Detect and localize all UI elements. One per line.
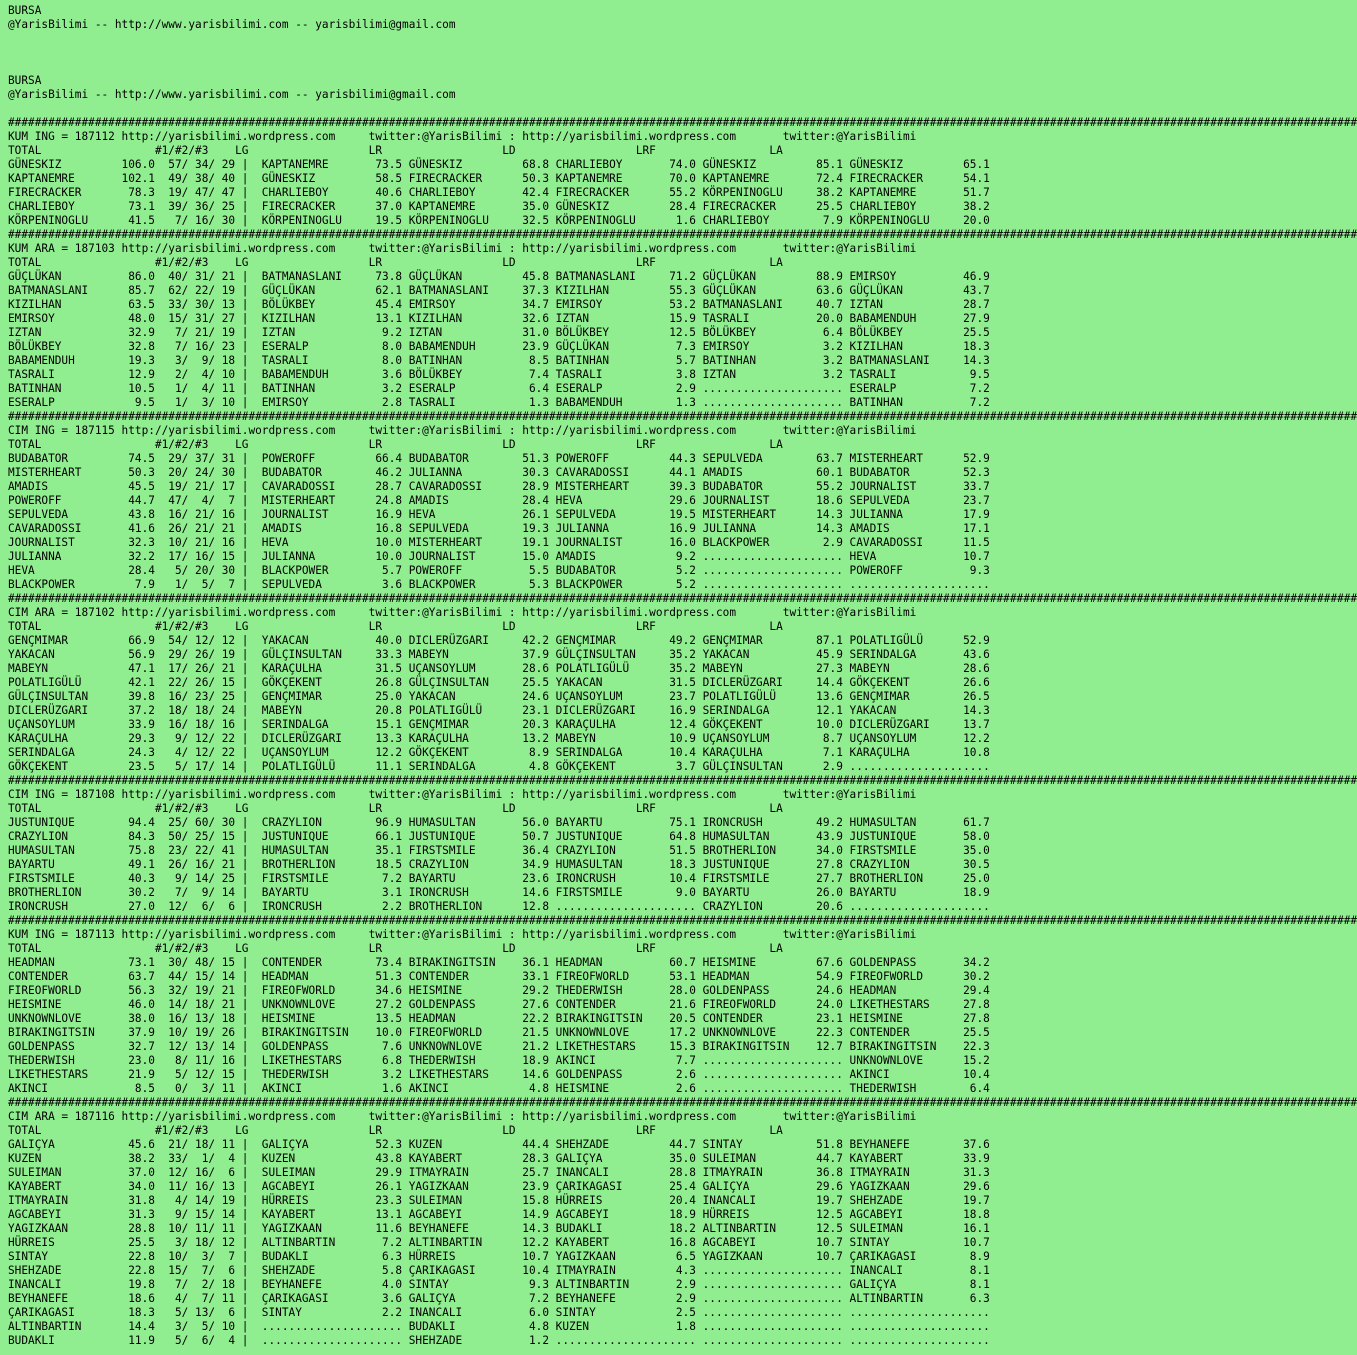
column-header-line: TOTAL #1/#2/#3 LG LR LD LRF LA (8, 802, 783, 815)
horse-row: KUZEN 38.2 33/ 1/ 4 | KUZEN 43.8 KAYABERT 28.3 GALIÇYA 35.0 SULEIMAN 44.7 KAYABERT 33.9 (8, 1152, 990, 1165)
horse-row: JOURNALIST 32.3 10/ 21/ 16 | HEVA 10.0 MISTERHEART 19.1 JOURNALIST 16.0 BLACKPOWER 2.9 CAVARADOSSI 11.5 (8, 536, 990, 549)
horse-row: CHARLIEBOY 73.1 39/ 36/ 25 | FIRECRACKER 37.0 KAPTANEMRE 35.0 GÜNESKIZ 28.4 FIRECRACKER 25.5 CHARLIEBOY 38.2 (8, 200, 990, 213)
horse-row: SEPULVEDA 43.8 16/ 21/ 16 | JOURNALIST 16.9 HEVA 26.1 SEPULVEDA 19.5 MISTERHEART 14.3 JULIANNA 17.9 (8, 508, 990, 521)
column-header-line: TOTAL #1/#2/#3 LG LR LD LRF LA (8, 256, 783, 269)
horse-row: GÜLÇINSULTAN 39.8 16/ 23/ 25 | GENÇMIMAR 25.0 YAKACAN 24.6 UÇANSOYLUM 23.7 POLATLIGÜLÜ 13.6 GENÇMIMAR 26.5 (8, 690, 990, 703)
horse-row: BROTHERLION 30.2 7/ 9/ 14 | BAYARTU 3.1 IRONCRUSH 14.6 FIRSTSMILE 9.0 BAYARTU 26.0 BAYARTU 18.9 (8, 886, 990, 899)
race-header-line: KUM ING = 187112 http://yarisbilimi.wordpress.com twitter:@YarisBilimi : http://yarisbilimi.wordpress.com twitter:@YarisBilimi (8, 130, 917, 143)
horse-row: CRAZYLION 84.3 50/ 25/ 15 | JUSTUNIQUE 66.1 JUSTUNIQUE 50.7 JUSTUNIQUE 64.8 HUMASULTAN 43.9 JUSTUNIQUE 58.0 (8, 830, 990, 843)
horse-row: HÜRREIS 25.5 3/ 18/ 12 | ALTINBARTIN 7.2 ALTINBARTIN 12.2 KAYABERT 16.8 AGCABEYI 10.7 SINTAY 10.7 (8, 1236, 990, 1249)
city-title: BURSA (8, 4, 42, 17)
horse-row: GALIÇYA 45.6 21/ 18/ 11 | GALIÇYA 52.3 KUZEN 44.4 SHEHZADE 44.7 SINTAY 51.8 BEYHANEFE 37.6 (8, 1138, 990, 1151)
horse-row: GÜNESKIZ 106.0 57/ 34/ 29 | KAPTANEMRE 73.5 GÜNESKIZ 68.8 CHARLIEBOY 74.0 GÜNESKIZ 85.1 GÜNESKIZ 65.1 (8, 158, 990, 171)
column-header-line: TOTAL #1/#2/#3 LG LR LD LRF LA (8, 438, 783, 451)
horse-row: MABEYN 47.1 17/ 26/ 21 | KARAÇULHA 31.5 UÇANSOYLUM 28.6 POLATLIGÜLÜ 35.2 MABEYN 27.3 MABEYN 28.6 (8, 662, 990, 675)
horse-row: ITMAYRAIN 31.8 4/ 14/ 19 | HÜRREIS 23.3 SULEIMAN 15.8 HÜRREIS 20.4 INANCALI 19.7 SHEHZADE 19.7 (8, 1194, 990, 1207)
horse-row: BÖLÜKBEY 32.8 7/ 16/ 23 | ESERALP 8.0 BABAMENDUH 23.9 GÜÇLÜKAN 7.3 EMIRSOY 3.2 KIZILHAN 18.3 (8, 340, 990, 353)
horse-row: KÖRPENINOGLU 41.5 7/ 16/ 30 | KÖRPENINOGLU 19.5 KÖRPENINOGLU 32.5 KÖRPENINOGLU 1.6 CHARLIEBOY 7.9 KÖRPENINOGLU 20.0 (8, 214, 990, 227)
horse-row: FIRECRACKER 78.3 19/ 47/ 47 | CHARLIEBOY 40.6 CHARLIEBOY 42.4 FIRECRACKER 55.2 KÖRPENINOGLU 38.2 KAPTANEMRE 51.7 (8, 186, 990, 199)
horse-row: BABAMENDUH 19.3 3/ 9/ 18 | TASRALI 8.0 BATINHAN 8.5 BATINHAN 5.7 BATINHAN 3.2 BATMANASLANI 14.3 (8, 354, 990, 367)
horse-row: HUMASULTAN 75.8 23/ 22/ 41 | HUMASULTAN 35.1 FIRSTSMILE 36.4 CRAZYLION 51.5 BROTHERLION 34.0 FIRSTSMILE 35.0 (8, 844, 990, 857)
horse-row: ALTINBARTIN 14.4 3/ 5/ 10 | ..................... BUDAKLI 4.8 KUZEN 1.8 ..................... ..................... (8, 1320, 990, 1333)
horse-row: POWEROFF 44.7 47/ 4/ 7 | MISTERHEART 24.8 AMADIS 28.4 HEVA 29.6 JOURNALIST 18.6 SEPULVEDA 23.7 (8, 494, 990, 507)
race-header-line: KUM ING = 187113 http://yarisbilimi.wordpress.com twitter:@YarisBilimi : http://yarisbilimi.wordpress.com twitter:@YarisBilimi (8, 928, 917, 941)
blank-line (8, 32, 1080, 46)
horse-row: LIKETHESTARS 21.9 5/ 12/ 15 | THEDERWISH 3.2 LIKETHESTARS 14.6 GOLDENPASS 2.6 ..................... AKINCI 10.4 (8, 1068, 990, 1081)
horse-row: AKINCI 8.5 0/ 3/ 11 | AKINCI 1.6 AKINCI 4.8 HEISMINE 2.6 ..................... THEDERWISH 6.4 (8, 1082, 990, 1095)
horse-row: SINTAY 22.8 10/ 3/ 7 | BUDAKLI 6.3 HÜRREIS 10.7 YAGIZKAAN 6.5 YAGIZKAAN 10.7 ÇARIKAGASI 8.9 (8, 1250, 990, 1263)
race-header-line: CIM ING = 187115 http://yarisbilimi.wordpress.com twitter:@YarisBilimi : http://yarisbilimi.wordpress.com twitter:@YarisBilimi (8, 424, 917, 437)
horse-row: THEDERWISH 23.0 8/ 11/ 16 | LIKETHESTARS 6.8 THEDERWISH 18.9 AKINCI 7.7 ..................... UNKNOWNLOVE 15.2 (8, 1054, 990, 1067)
horse-row: UÇANSOYLUM 33.9 16/ 18/ 16 | SERINDALGA 15.1 GENÇMIMAR 20.3 KARAÇULHA 12.4 GÖKÇEKENT 10.0 DICLERÜZGARI 13.7 (8, 718, 990, 731)
horse-row: BEYHANEFE 18.6 4/ 7/ 11 | ÇARIKAGASI 3.6 GALIÇYA 7.2 BEYHANEFE 2.9 ..................... ALTINBARTIN 6.3 (8, 1292, 990, 1305)
separator-line: ########################################################################################################################################################################################################## (8, 914, 1357, 927)
horse-row: ESERALP 9.5 1/ 3/ 10 | EMIRSOY 2.8 TASRALI 1.3 BABAMENDUH 1.3 ..................... BATINHAN 7.2 (8, 396, 990, 409)
horse-row: EMIRSOY 48.0 15/ 31/ 27 | KIZILHAN 13.1 KIZILHAN 32.6 IZTAN 15.9 TASRALI 20.0 BABAMENDUH 27.9 (8, 312, 990, 325)
horse-row: BAYARTU 49.1 26/ 16/ 21 | BROTHERLION 18.5 CRAZYLION 34.9 HUMASULTAN 18.3 JUSTUNIQUE 27.8 CRAZYLION 30.5 (8, 858, 990, 871)
separator-line: ########################################################################################################################################################################################################## (8, 116, 1357, 129)
horse-row: GENÇMIMAR 66.9 54/ 12/ 12 | YAKACAN 40.0 DICLERÜZGARI 42.2 GENÇMIMAR 49.2 GENÇMIMAR 87.1 POLATLIGÜLÜ 52.9 (8, 634, 990, 647)
contact-line: @YarisBilimi -- http://www.yarisbilimi.com -- yarisbilimi@gmail.com (8, 18, 456, 31)
horse-row: UNKNOWNLOVE 38.0 16/ 13/ 18 | HEISMINE 13.5 HEADMAN 22.2 BIRAKINGITSIN 20.5 CONTENDER 23.1 HEISMINE 27.8 (8, 1012, 990, 1025)
race-header-line: CIM ING = 187108 http://yarisbilimi.wordpress.com twitter:@YarisBilimi : http://yarisbilimi.wordpress.com twitter:@YarisBilimi (8, 788, 917, 801)
horse-row: KAPTANEMRE 102.1 49/ 38/ 40 | GÜNESKIZ 58.5 FIRECRACKER 50.3 KAPTANEMRE 70.0 KAPTANEMRE 72.4 FIRECRACKER 54.1 (8, 172, 990, 185)
horse-row: GÜÇLÜKAN 86.0 40/ 31/ 21 | BATMANASLANI 73.8 GÜÇLÜKAN 45.8 BATMANASLANI 71.2 GÜÇLÜKAN 88.9 EMIRSOY 46.9 (8, 270, 990, 283)
horse-row: TASRALI 12.9 2/ 4/ 10 | BABAMENDUH 3.6 BÖLÜKBEY 7.4 TASRALI 3.8 IZTAN 3.2 TASRALI 9.5 (8, 368, 990, 381)
horse-row: CAVARADOSSI 41.6 26/ 21/ 21 | AMADIS 16.8 SEPULVEDA 19.3 JULIANNA 16.9 JULIANNA 14.3 AMADIS 17.1 (8, 522, 990, 535)
horse-row: AGCABEYI 31.3 9/ 15/ 14 | KAYABERT 13.1 AGCABEYI 14.9 AGCABEYI 18.9 HÜRREIS 12.5 AGCABEYI 18.8 (8, 1208, 990, 1221)
blank-line (8, 102, 1080, 116)
horse-row: BATMANASLANI 85.7 62/ 22/ 19 | GÜÇLÜKAN 62.1 BATMANASLANI 37.3 KIZILHAN 55.3 GÜÇLÜKAN 63.6 GÜÇLÜKAN 43.7 (8, 284, 990, 297)
horse-row: SULEIMAN 37.0 12/ 16/ 6 | SULEIMAN 29.9 ITMAYRAIN 25.7 INANCALI 28.8 ITMAYRAIN 36.8 ITMAYRAIN 31.3 (8, 1166, 990, 1179)
race-header-line: CIM ARA = 187102 http://yarisbilimi.wordpress.com twitter:@YarisBilimi : http://yarisbilimi.wordpress.com twitter:@YarisBilimi (8, 606, 917, 619)
horse-row: KAYABERT 34.0 11/ 16/ 13 | AGCABEYI 26.1 YAGIZKAAN 23.9 ÇARIKAGASI 25.4 GALIÇYA 29.6 YAGIZKAAN 29.6 (8, 1180, 990, 1193)
column-header-line: TOTAL #1/#2/#3 LG LR LD LRF LA (8, 1124, 783, 1137)
separator-line: ########################################################################################################################################################################################################## (8, 228, 1357, 241)
horse-row: YAGIZKAAN 28.8 10/ 11/ 11 | YAGIZKAAN 11.6 BEYHANEFE 14.3 BUDAKLI 18.2 ALTINBARTIN 12.5 SULEIMAN 16.1 (8, 1222, 990, 1235)
horse-row: JULIANNA 32.2 17/ 16/ 15 | JULIANNA 10.0 JOURNALIST 15.0 AMADIS 9.2 ..................... HEVA 10.7 (8, 550, 990, 563)
separator-line: ########################################################################################################################################################################################################## (8, 410, 1357, 423)
horse-row: BATINHAN 10.5 1/ 4/ 11 | BATINHAN 3.2 ESERALP 6.4 ESERALP 2.9 ..................... ESERALP 7.2 (8, 382, 990, 395)
horse-row: GÖKÇEKENT 23.5 5/ 17/ 14 | POLATLIGÜLÜ 11.1 SERINDALGA 4.8 GÖKÇEKENT 3.7 GÜLÇINSULTAN 2.9 ..................... (8, 760, 990, 773)
horse-row: JUSTUNIQUE 94.4 25/ 60/ 30 | CRAZYLION 96.9 HUMASULTAN 56.0 BAYARTU 75.1 IRONCRUSH 49.2 HUMASULTAN 61.7 (8, 816, 990, 829)
blank-line (8, 46, 1080, 60)
horse-row: FIRSTSMILE 40.3 9/ 14/ 25 | FIRSTSMILE 7.2 BAYARTU 23.6 IRONCRUSH 10.4 FIRSTSMILE 27.7 BROTHERLION 25.0 (8, 872, 990, 885)
horse-row: HEISMINE 46.0 14/ 18/ 21 | UNKNOWNLOVE 27.2 GOLDENPASS 27.6 CONTENDER 21.6 FIREOFWORLD 24.0 LIKETHESTARS 27.8 (8, 998, 990, 1011)
blank-line (8, 60, 1080, 74)
horse-row: IRONCRUSH 27.0 12/ 6/ 6 | IRONCRUSH 2.2 BROTHERLION 12.8 ..................... CRAZYLION 20.6 ..................... (8, 900, 990, 913)
horse-row: FIREOFWORLD 56.3 32/ 19/ 21 | FIREOFWORLD 34.6 HEISMINE 29.2 THEDERWISH 28.0 GOLDENPASS 24.6 HEADMAN 29.4 (8, 984, 990, 997)
race-header-line: KUM ARA = 187103 http://yarisbilimi.wordpress.com twitter:@YarisBilimi : http://yarisbilimi.wordpress.com twitter:@YarisBilimi (8, 242, 917, 255)
city-title: BURSA (8, 74, 42, 87)
separator-line: ########################################################################################################################################################################################################## (8, 774, 1357, 787)
column-header-line: TOTAL #1/#2/#3 LG LR LD LRF LA (8, 620, 783, 633)
horse-row: BIRAKINGITSIN 37.9 10/ 19/ 26 | BIRAKINGITSIN 10.0 FIREOFWORLD 21.5 UNKNOWNLOVE 17.2 UNKNOWNLOVE 22.3 CONTENDER 25.5 (8, 1026, 990, 1039)
horse-row: HEADMAN 73.1 30/ 48/ 15 | CONTENDER 73.4 BIRAKINGITSIN 36.1 HEADMAN 60.7 HEISMINE 67.6 GOLDENPASS 34.2 (8, 956, 990, 969)
separator-line: ########################################################################################################################################################################################################## (8, 1096, 1357, 1109)
horse-row: SHEHZADE 22.8 15/ 7/ 6 | SHEHZADE 5.8 ÇARIKAGASI 10.4 ITMAYRAIN 4.3 ..................... INANCALI 8.1 (8, 1264, 990, 1277)
horse-row: DICLERÜZGARI 37.2 18/ 18/ 24 | MABEYN 20.8 POLATLIGÜLÜ 23.1 DICLERÜZGARI 16.9 SERINDALGA 12.1 YAKACAN 14.3 (8, 704, 990, 717)
horse-row: KIZILHAN 63.5 33/ 30/ 13 | BÖLÜKBEY 45.4 EMIRSOY 34.7 EMIRSOY 53.2 BATMANASLANI 40.7 IZTAN 28.7 (8, 298, 990, 311)
horse-row: HEVA 28.4 5/ 20/ 30 | BLACKPOWER 5.7 POWEROFF 5.5 BUDABATOR 5.2 ..................... POWEROFF 9.3 (8, 564, 990, 577)
horse-row: KARAÇULHA 29.3 9/ 12/ 22 | DICLERÜZGARI 13.3 KARAÇULHA 13.2 MABEYN 10.9 UÇANSOYLUM 8.7 UÇANSOYLUM 12.2 (8, 732, 990, 745)
horse-row: INANCALI 19.8 7/ 2/ 18 | BEYHANEFE 4.0 SINTAY 9.3 ALTINBARTIN 2.9 ..................... GALIÇYA 8.1 (8, 1278, 990, 1291)
horse-row: IZTAN 32.9 7/ 21/ 19 | IZTAN 9.2 IZTAN 31.0 BÖLÜKBEY 12.5 BÖLÜKBEY 6.4 BÖLÜKBEY 25.5 (8, 326, 990, 339)
separator-line: ########################################################################################################################################################################################################## (8, 592, 1357, 605)
horse-row: BUDABATOR 74.5 29/ 37/ 31 | POWEROFF 66.4 BUDABATOR 51.3 POWEROFF 44.3 SEPULVEDA 63.7 MISTERHEART 52.9 (8, 452, 990, 465)
column-header-line: TOTAL #1/#2/#3 LG LR LD LRF LA (8, 942, 783, 955)
horse-row: GOLDENPASS 32.7 12/ 13/ 14 | GOLDENPASS 7.6 UNKNOWNLOVE 21.2 LIKETHESTARS 15.3 BIRAKINGITSIN 12.7 BIRAKINGITSIN 22.3 (8, 1040, 990, 1053)
horse-row: POLATLIGÜLÜ 42.1 22/ 26/ 15 | GÖKÇEKENT 26.8 GÜLÇINSULTAN 25.5 YAKACAN 31.5 DICLERÜZGARI 14.4 GÖKÇEKENT 26.6 (8, 676, 990, 689)
horse-row: SERINDALGA 24.3 4/ 12/ 22 | UÇANSOYLUM 12.2 GÖKÇEKENT 8.9 SERINDALGA 10.4 KARAÇULHA 7.1 KARAÇULHA 10.8 (8, 746, 990, 759)
horse-row: YAKACAN 56.9 29/ 26/ 19 | GÜLÇINSULTAN 33.3 MABEYN 37.9 GÜLÇINSULTAN 35.2 YAKACAN 45.9 SERINDALGA 43.6 (8, 648, 990, 661)
column-header-line: TOTAL #1/#2/#3 LG LR LD LRF LA (8, 144, 783, 157)
horse-row: BLACKPOWER 7.9 1/ 5/ 7 | SEPULVEDA 3.6 BLACKPOWER 5.3 BLACKPOWER 5.2 ..................... ..................... (8, 578, 990, 591)
horse-row: BUDAKLI 11.9 5/ 6/ 4 | ..................... SHEHZADE 1.2 ..................... ..................... ..................... (8, 1334, 990, 1347)
horse-row: AMADIS 45.5 19/ 21/ 17 | CAVARADOSSI 28.7 CAVARADOSSI 28.9 MISTERHEART 39.3 BUDABATOR 55.2 JOURNALIST 33.7 (8, 480, 990, 493)
race-header-line: CIM ARA = 187116 http://yarisbilimi.wordpress.com twitter:@YarisBilimi : http://yarisbilimi.wordpress.com twitter:@YarisBilimi (8, 1110, 917, 1123)
contact-line: @YarisBilimi -- http://www.yarisbilimi.com -- yarisbilimi@gmail.com (8, 88, 456, 101)
horse-row: MISTERHEART 50.3 20/ 24/ 30 | BUDABATOR 46.2 JULIANNA 30.3 CAVARADOSSI 44.1 AMADIS 60.1 BUDABATOR 52.3 (8, 466, 990, 479)
horse-row: CONTENDER 63.7 44/ 15/ 14 | HEADMAN 51.3 CONTENDER 33.1 FIREOFWORLD 53.1 HEADMAN 54.9 FIREOFWORLD 30.2 (8, 970, 990, 983)
horse-row: ÇARIKAGASI 18.3 5/ 13/ 6 | SINTAY 2.2 INANCALI 6.0 SINTAY 2.5 ..................... ..................... (8, 1306, 990, 1319)
